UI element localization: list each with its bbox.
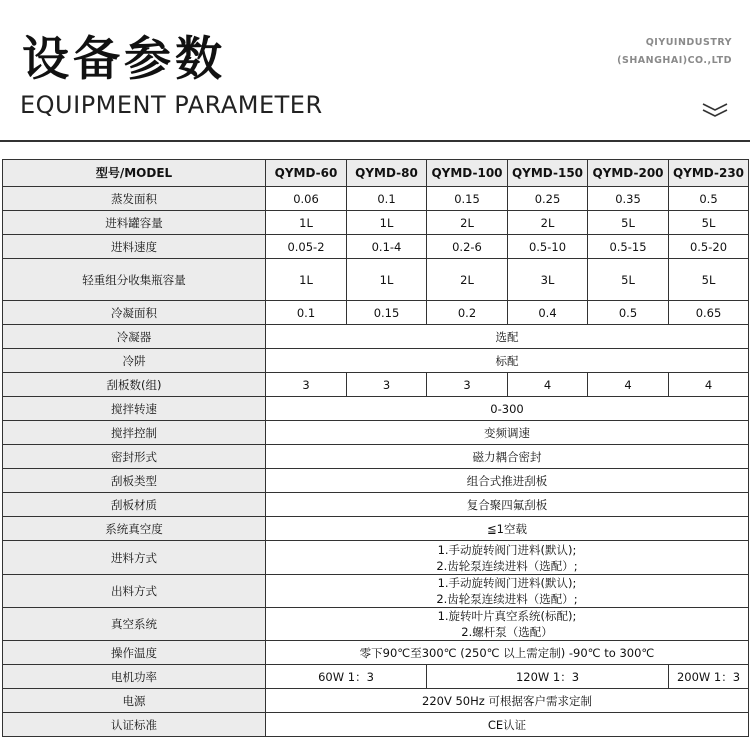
table-row xyxy=(3,325,749,349)
table-cell: 4 xyxy=(588,373,669,397)
table-cell: 磁力耦合密封 xyxy=(266,445,749,469)
table-cell xyxy=(266,575,749,608)
table-cell: 0-300 xyxy=(266,397,749,421)
table-row xyxy=(3,445,749,469)
parameter-table xyxy=(2,159,749,737)
model-header-cell: QYMD-80 xyxy=(347,160,427,187)
company-name xyxy=(617,34,732,70)
row-label: 蒸发面积 xyxy=(3,187,266,211)
table-cell: 0.65 xyxy=(669,301,749,325)
table-cell xyxy=(266,541,749,575)
table-cell: 5L xyxy=(669,259,749,301)
table-cell: 0.4 xyxy=(508,301,588,325)
table-cell: 3 xyxy=(427,373,508,397)
table-row xyxy=(3,713,749,737)
table-cell: 0.05-2 xyxy=(266,235,347,259)
table-cell: 0.06 xyxy=(266,187,347,211)
table-cell: 0.25 xyxy=(508,187,588,211)
row-label: 出料方式 xyxy=(3,575,266,608)
table-cell: 0.15 xyxy=(427,187,508,211)
table-cell: 0.35 xyxy=(588,187,669,211)
model-label-cell: 型号/MODEL xyxy=(3,160,266,187)
header-divider xyxy=(0,140,750,142)
table-cell: 1L xyxy=(266,211,347,235)
table-cell xyxy=(266,608,749,641)
model-header-cell: QYMD-100 xyxy=(427,160,508,187)
table-row xyxy=(3,689,749,713)
cell-line: 2.螺杆泵（选配） xyxy=(461,625,553,639)
table-row xyxy=(3,493,749,517)
table-cell: 0.1 xyxy=(347,187,427,211)
row-label: 密封形式 xyxy=(3,445,266,469)
table-cell: 2L xyxy=(508,211,588,235)
cell-line: 2.齿轮泵连续进料（选配）; xyxy=(436,592,578,606)
table-cell: 组合式推进刮板 xyxy=(266,469,749,493)
cell-line: 1.手动旋转阀门进料(默认); xyxy=(437,542,577,557)
table-row xyxy=(3,421,749,445)
table-cell: 0.15 xyxy=(347,301,427,325)
page-title-en: EQUIPMENT PARAMETER xyxy=(20,91,323,119)
model-header-cell: QYMD-230 xyxy=(669,160,749,187)
table-cell: 200W 1：3 xyxy=(669,665,749,689)
row-label: 进料罐容量 xyxy=(3,211,266,235)
row-label: 冷凝器 xyxy=(3,325,266,349)
table-row xyxy=(3,397,749,421)
company-name-line1: QIYUINDUSTRY xyxy=(645,37,732,48)
row-label: 轻重组分收集瓶容量 xyxy=(3,259,266,301)
table-cell: ≦1空载 xyxy=(266,517,749,541)
table-row xyxy=(3,608,749,641)
row-label: 进料速度 xyxy=(3,235,266,259)
table-cell: 变频调速 xyxy=(266,421,749,445)
table-row xyxy=(3,575,749,608)
table-cell: 0.1 xyxy=(266,301,347,325)
row-label: 刮板类型 xyxy=(3,469,266,493)
table-cell: 0.5 xyxy=(588,301,669,325)
row-label: 进料方式 xyxy=(3,541,266,575)
table-cell: 1L xyxy=(266,259,347,301)
row-label: 搅拌转速 xyxy=(3,397,266,421)
table-row xyxy=(3,665,749,689)
cell-line: 1.手动旋转阀门进料(默认); xyxy=(437,576,577,590)
model-header-cell: QYMD-150 xyxy=(508,160,588,187)
table-cell: 0.2 xyxy=(427,301,508,325)
table-cell: 标配 xyxy=(266,349,749,373)
table-cell: 3 xyxy=(266,373,347,397)
table-cell: 220V 50Hz 可根据客户需求定制 xyxy=(266,689,749,713)
table-row xyxy=(3,517,749,541)
table-row xyxy=(3,301,749,325)
table-cell: 选配 xyxy=(266,325,749,349)
table-cell: 120W 1：3 xyxy=(427,665,669,689)
table-row xyxy=(3,469,749,493)
table-cell: 0.5-15 xyxy=(588,235,669,259)
table-row xyxy=(3,373,749,397)
table-cell: 5L xyxy=(588,211,669,235)
model-header-cell: QYMD-200 xyxy=(588,160,669,187)
table-cell: 4 xyxy=(669,373,749,397)
table-cell: 零下90℃至300℃ (250℃ 以上需定制) -90℃ to 300℃ xyxy=(266,641,749,665)
table-row xyxy=(3,259,749,301)
table-cell: 0.5-10 xyxy=(508,235,588,259)
table-row xyxy=(3,641,749,665)
row-label: 电机功率 xyxy=(3,665,266,689)
row-label: 真空系统 xyxy=(3,608,266,641)
table-cell: 复合聚四氟刮板 xyxy=(266,493,749,517)
table-cell: CE认证 xyxy=(266,713,749,737)
table-cell: 5L xyxy=(669,211,749,235)
table-row xyxy=(3,211,749,235)
row-label: 操作温度 xyxy=(3,641,266,665)
table-cell: 3L xyxy=(508,259,588,301)
table-row xyxy=(3,541,749,575)
table-cell: 0.5 xyxy=(669,187,749,211)
table-cell: 2L xyxy=(427,259,508,301)
table-cell: 1L xyxy=(347,259,427,301)
table-header-row xyxy=(3,160,749,187)
row-label: 搅拌控制 xyxy=(3,421,266,445)
row-label: 认证标准 xyxy=(3,713,266,737)
table-row xyxy=(3,349,749,373)
table-cell: 5L xyxy=(588,259,669,301)
table-cell: 1L xyxy=(347,211,427,235)
row-label: 刮板材质 xyxy=(3,493,266,517)
cell-line: 1.旋转叶片真空系统(标配); xyxy=(437,609,577,623)
table-cell: 0.1-4 xyxy=(347,235,427,259)
table-cell: 4 xyxy=(508,373,588,397)
table-cell: 0.5-20 xyxy=(669,235,749,259)
table-row xyxy=(3,187,749,211)
row-label: 冷凝面积 xyxy=(3,301,266,325)
double-chevron-down-icon xyxy=(700,100,730,120)
table-cell: 3 xyxy=(347,373,427,397)
table-cell: 60W 1：3 xyxy=(266,665,427,689)
table-row xyxy=(3,235,749,259)
row-label: 系统真空度 xyxy=(3,517,266,541)
table-cell: 2L xyxy=(427,211,508,235)
table-cell: 0.2-6 xyxy=(427,235,508,259)
model-header-cell: QYMD-60 xyxy=(266,160,347,187)
cell-line: 2.齿轮泵连续进料（选配）; xyxy=(436,558,578,573)
page-title-cn: 设备参数 xyxy=(22,32,226,87)
row-label: 刮板数(组) xyxy=(3,373,266,397)
row-label: 电源 xyxy=(3,689,266,713)
row-label: 冷阱 xyxy=(3,349,266,373)
company-name-line2: (SHANGHAI)CO.,LTD xyxy=(617,55,732,66)
